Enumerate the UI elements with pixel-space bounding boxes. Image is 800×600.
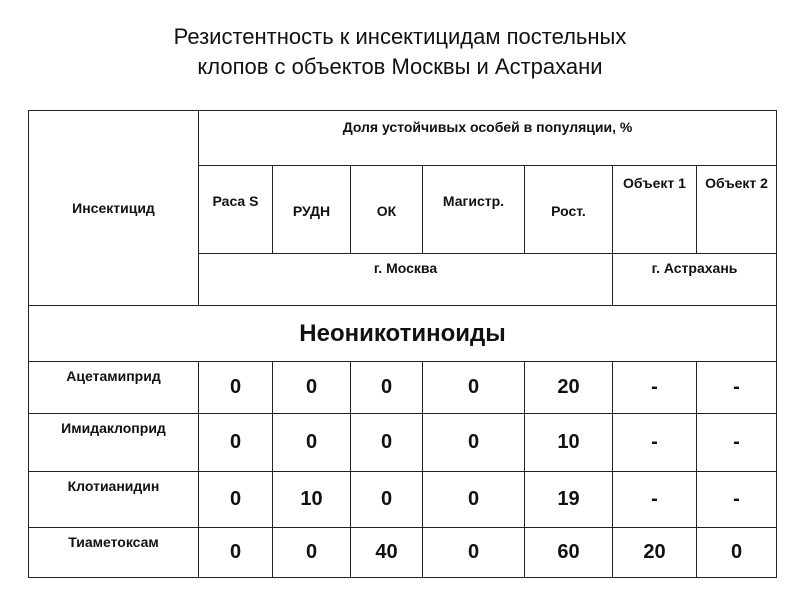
column-header-label: Объект 1 (623, 175, 686, 191)
cell-value: - (697, 414, 777, 472)
cell-value: 0 (199, 362, 273, 414)
share-header: Доля устойчивых особей в популяции, % (199, 111, 777, 166)
cell-value: - (613, 362, 697, 414)
resistance-table (28, 110, 777, 578)
column-header (697, 166, 777, 254)
cell-value: 10 (273, 472, 351, 528)
row-label: Клотианидин (29, 472, 199, 528)
cell-value: - (697, 362, 777, 414)
page-title (0, 22, 800, 82)
column-header (525, 166, 613, 254)
cell-value: 0 (697, 528, 777, 578)
cell-value: 0 (273, 362, 351, 414)
table-row (29, 414, 777, 472)
cell-value: 0 (273, 528, 351, 578)
title-line-1: Резистентность к инсектицидам постельных (173, 24, 627, 49)
column-header-label: Раса S (212, 193, 259, 209)
cell-value: 0 (199, 472, 273, 528)
insecticide-header: Инсектицид (29, 111, 199, 306)
row-label: Имидаклоприд (29, 414, 199, 472)
column-header-label: ОК (376, 203, 397, 219)
cell-value: 20 (525, 362, 613, 414)
table-row (29, 472, 777, 528)
cell-value: 0 (199, 528, 273, 578)
cell-value: 0 (423, 528, 525, 578)
column-header-label: Рост. (551, 203, 586, 219)
cell-value: 0 (423, 362, 525, 414)
cell-value: - (697, 472, 777, 528)
city-astrakhan: г. Астрахань (613, 254, 777, 306)
table-row (29, 528, 777, 578)
cell-value: - (613, 472, 697, 528)
column-header-label: Магистр. (442, 193, 505, 209)
table-row (29, 362, 777, 414)
cell-value: 0 (423, 472, 525, 528)
cell-value: 40 (351, 528, 423, 578)
cell-value: 0 (423, 414, 525, 472)
column-header-label: РУДН (292, 203, 331, 219)
cell-value: 0 (273, 414, 351, 472)
column-header (613, 166, 697, 254)
section-title: Неоникотиноиды (29, 306, 777, 362)
column-header (351, 166, 423, 254)
cell-value: 10 (525, 414, 613, 472)
column-header (273, 166, 351, 254)
cell-value: 19 (525, 472, 613, 528)
column-header-label: Объект 2 (705, 175, 768, 191)
title-line-2: клопов с объектов Москвы и Астрахани (197, 54, 603, 79)
cell-value: - (613, 414, 697, 472)
cell-value: 0 (199, 414, 273, 472)
cell-value: 20 (613, 528, 697, 578)
cell-value: 0 (351, 472, 423, 528)
row-label: Тиаметоксам (29, 528, 199, 578)
column-header (423, 166, 525, 254)
cell-value: 0 (351, 414, 423, 472)
city-moscow: г. Москва (199, 254, 613, 306)
cell-value: 60 (525, 528, 613, 578)
row-label: Ацетамиприд (29, 362, 199, 414)
cell-value: 0 (351, 362, 423, 414)
column-header (199, 166, 273, 254)
